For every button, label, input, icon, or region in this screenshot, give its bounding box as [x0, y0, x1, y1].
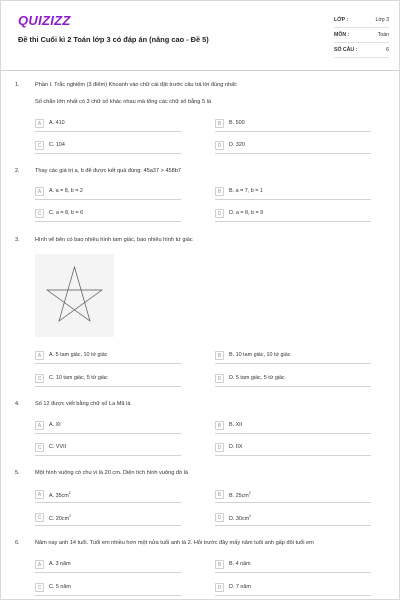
option-text: B. 10 tam giác, 10 tứ giác [229, 352, 291, 358]
option-letter-badge: B [215, 490, 224, 499]
question-text: Số chẵn lớn nhất có 3 chữ số khác nhau mà tổng các chữ số bằng 5 là [35, 99, 211, 105]
option-underline [35, 595, 181, 596]
option-text: B. a = 7, b = 1 [229, 188, 263, 194]
option-text: B. 4 năm [229, 561, 251, 567]
meta-class-label: LỚP : [334, 17, 349, 23]
option-underline [35, 502, 181, 503]
question-text: Năm nay anh 14 tuổi. Tuổi em nhiều hơn một nửa tuổi anh là 2. Hỏi trước đây mấy năm tuổi anh gấp đôi tuổi em [35, 540, 314, 546]
option-text: A. 3 năm [49, 561, 71, 567]
option-letter-badge: B [215, 560, 224, 569]
option-text: D. IIX [229, 444, 243, 450]
meta-divider [334, 42, 389, 43]
option-letter-badge: D [215, 141, 224, 150]
option-text: C. 10 tam giác, 5 tứ giác [49, 375, 108, 381]
option-text: C. 5 năm [49, 584, 71, 590]
option-letter-badge: A [35, 490, 44, 499]
meta-count-value: 6 [386, 47, 389, 53]
option-letter-badge: A [35, 187, 44, 196]
option-letter-badge: D [215, 209, 224, 218]
question-number: 5. [15, 470, 20, 476]
option-text: D. 5 tam giác, 5 tứ giác [229, 375, 285, 381]
worksheet-title: Đề thi Cuối kì 2 Toán lớp 3 có đáp án (nâng cao - Đề 5) [18, 35, 209, 44]
option-text [49, 514, 71, 522]
option-letter-badge: D [215, 583, 224, 592]
question-number: 6. [15, 540, 20, 546]
option-text [229, 491, 251, 499]
option-text: A. XI [49, 422, 61, 428]
option-underline [35, 455, 181, 456]
question-text: Phần I. Trắc nghiệm (3 điểm) Khoanh vào chữ cái đặt trước câu trả lời đúng nhất: [35, 82, 238, 88]
option-underline [35, 433, 181, 434]
option-text: A. 410 [49, 120, 65, 126]
exponent: 2 [248, 491, 251, 495]
option-text: D. 7 năm [229, 584, 251, 590]
question-number: 1. [15, 82, 20, 88]
meta-subject-value: Toán [377, 32, 389, 38]
option-letter-badge: B [215, 421, 224, 430]
question-text: Số 12 được viết bằng chữ số La Mã là [35, 401, 131, 407]
option-underline [215, 386, 371, 387]
option-underline [35, 131, 181, 132]
option-text: C. a = 8, b = 6 [49, 210, 84, 216]
star-figure [35, 254, 114, 337]
option-underline [35, 386, 181, 387]
option-text: C. VVII [49, 444, 67, 450]
option-letter-badge: A [35, 560, 44, 569]
meta-subject-label: MÔN : [334, 32, 350, 38]
meta-count-label: SỐ CÂU : [334, 47, 358, 53]
exponent: 2 [249, 514, 252, 518]
option-text: C. 104 [49, 142, 65, 148]
option-letter-badge: C [35, 513, 44, 522]
option-letter-badge: A [35, 351, 44, 360]
option-underline [215, 131, 371, 132]
option-value: A. 35cm [49, 492, 69, 499]
option-underline [215, 363, 371, 364]
question-number: 4. [15, 401, 20, 407]
option-underline [215, 502, 371, 503]
option-letter-badge: A [35, 421, 44, 430]
question-text: Thay các giá trị a, b để được kết quả đúng: 45a37 > 458b7 [35, 168, 181, 174]
option-underline [215, 572, 371, 573]
option-text: D. 320 [229, 142, 245, 148]
option-letter-badge: A [35, 119, 44, 128]
option-letter-badge: C [35, 583, 44, 592]
question-text: Hình vẽ bên có bao nhiêu hình tam giác, bao nhiêu hình tứ giác [35, 237, 193, 243]
option-underline [215, 525, 371, 526]
header-separator [1, 70, 399, 71]
option-letter-badge: B [215, 351, 224, 360]
quizizz-logo: QUIZIZZ [18, 13, 71, 28]
pentagram-image [35, 254, 114, 337]
option-text: B. 500 [229, 120, 245, 126]
option-underline [35, 363, 181, 364]
exponent: 2 [68, 491, 71, 495]
option-letter-badge: B [215, 119, 224, 128]
question-text: Một hình vuông có chu vi là 20 cm. Diện tích hình vuông đó là [35, 470, 188, 476]
option-text: A. a = 8, b = 2 [49, 188, 83, 194]
option-letter-badge: C [35, 443, 44, 452]
option-underline [215, 433, 371, 434]
meta-divider [334, 57, 389, 58]
option-text [229, 514, 251, 522]
option-underline [35, 153, 181, 154]
option-letter-badge: D [215, 443, 224, 452]
option-underline [215, 455, 371, 456]
option-value: C. 20cm [49, 515, 70, 522]
option-text: D. a = 8, b = 9 [229, 210, 264, 216]
option-underline [215, 221, 371, 222]
worksheet-header [1, 1, 399, 63]
option-text: A. 5 tam giác, 10 tứ giác [49, 352, 108, 358]
option-letter-badge: D [215, 513, 224, 522]
option-underline [35, 525, 181, 526]
option-text [49, 491, 71, 499]
option-underline [35, 221, 181, 222]
option-underline [35, 572, 181, 573]
option-letter-badge: D [215, 374, 224, 383]
option-value: D. 30cm [229, 515, 250, 522]
option-letter-badge: C [35, 141, 44, 150]
option-underline [215, 199, 371, 200]
question-number: 3. [15, 237, 20, 243]
question-number: 2. [15, 168, 20, 174]
option-letter-badge: C [35, 209, 44, 218]
option-underline [215, 153, 371, 154]
option-letter-badge: B [215, 187, 224, 196]
option-value: B. 25cm [229, 492, 249, 499]
option-underline [215, 595, 371, 596]
option-text: B. XII [229, 422, 243, 428]
exponent: 2 [69, 514, 72, 518]
meta-class-value: Lớp 3 [375, 17, 389, 23]
option-underline [35, 199, 181, 200]
meta-divider [334, 27, 389, 28]
option-letter-badge: C [35, 374, 44, 383]
